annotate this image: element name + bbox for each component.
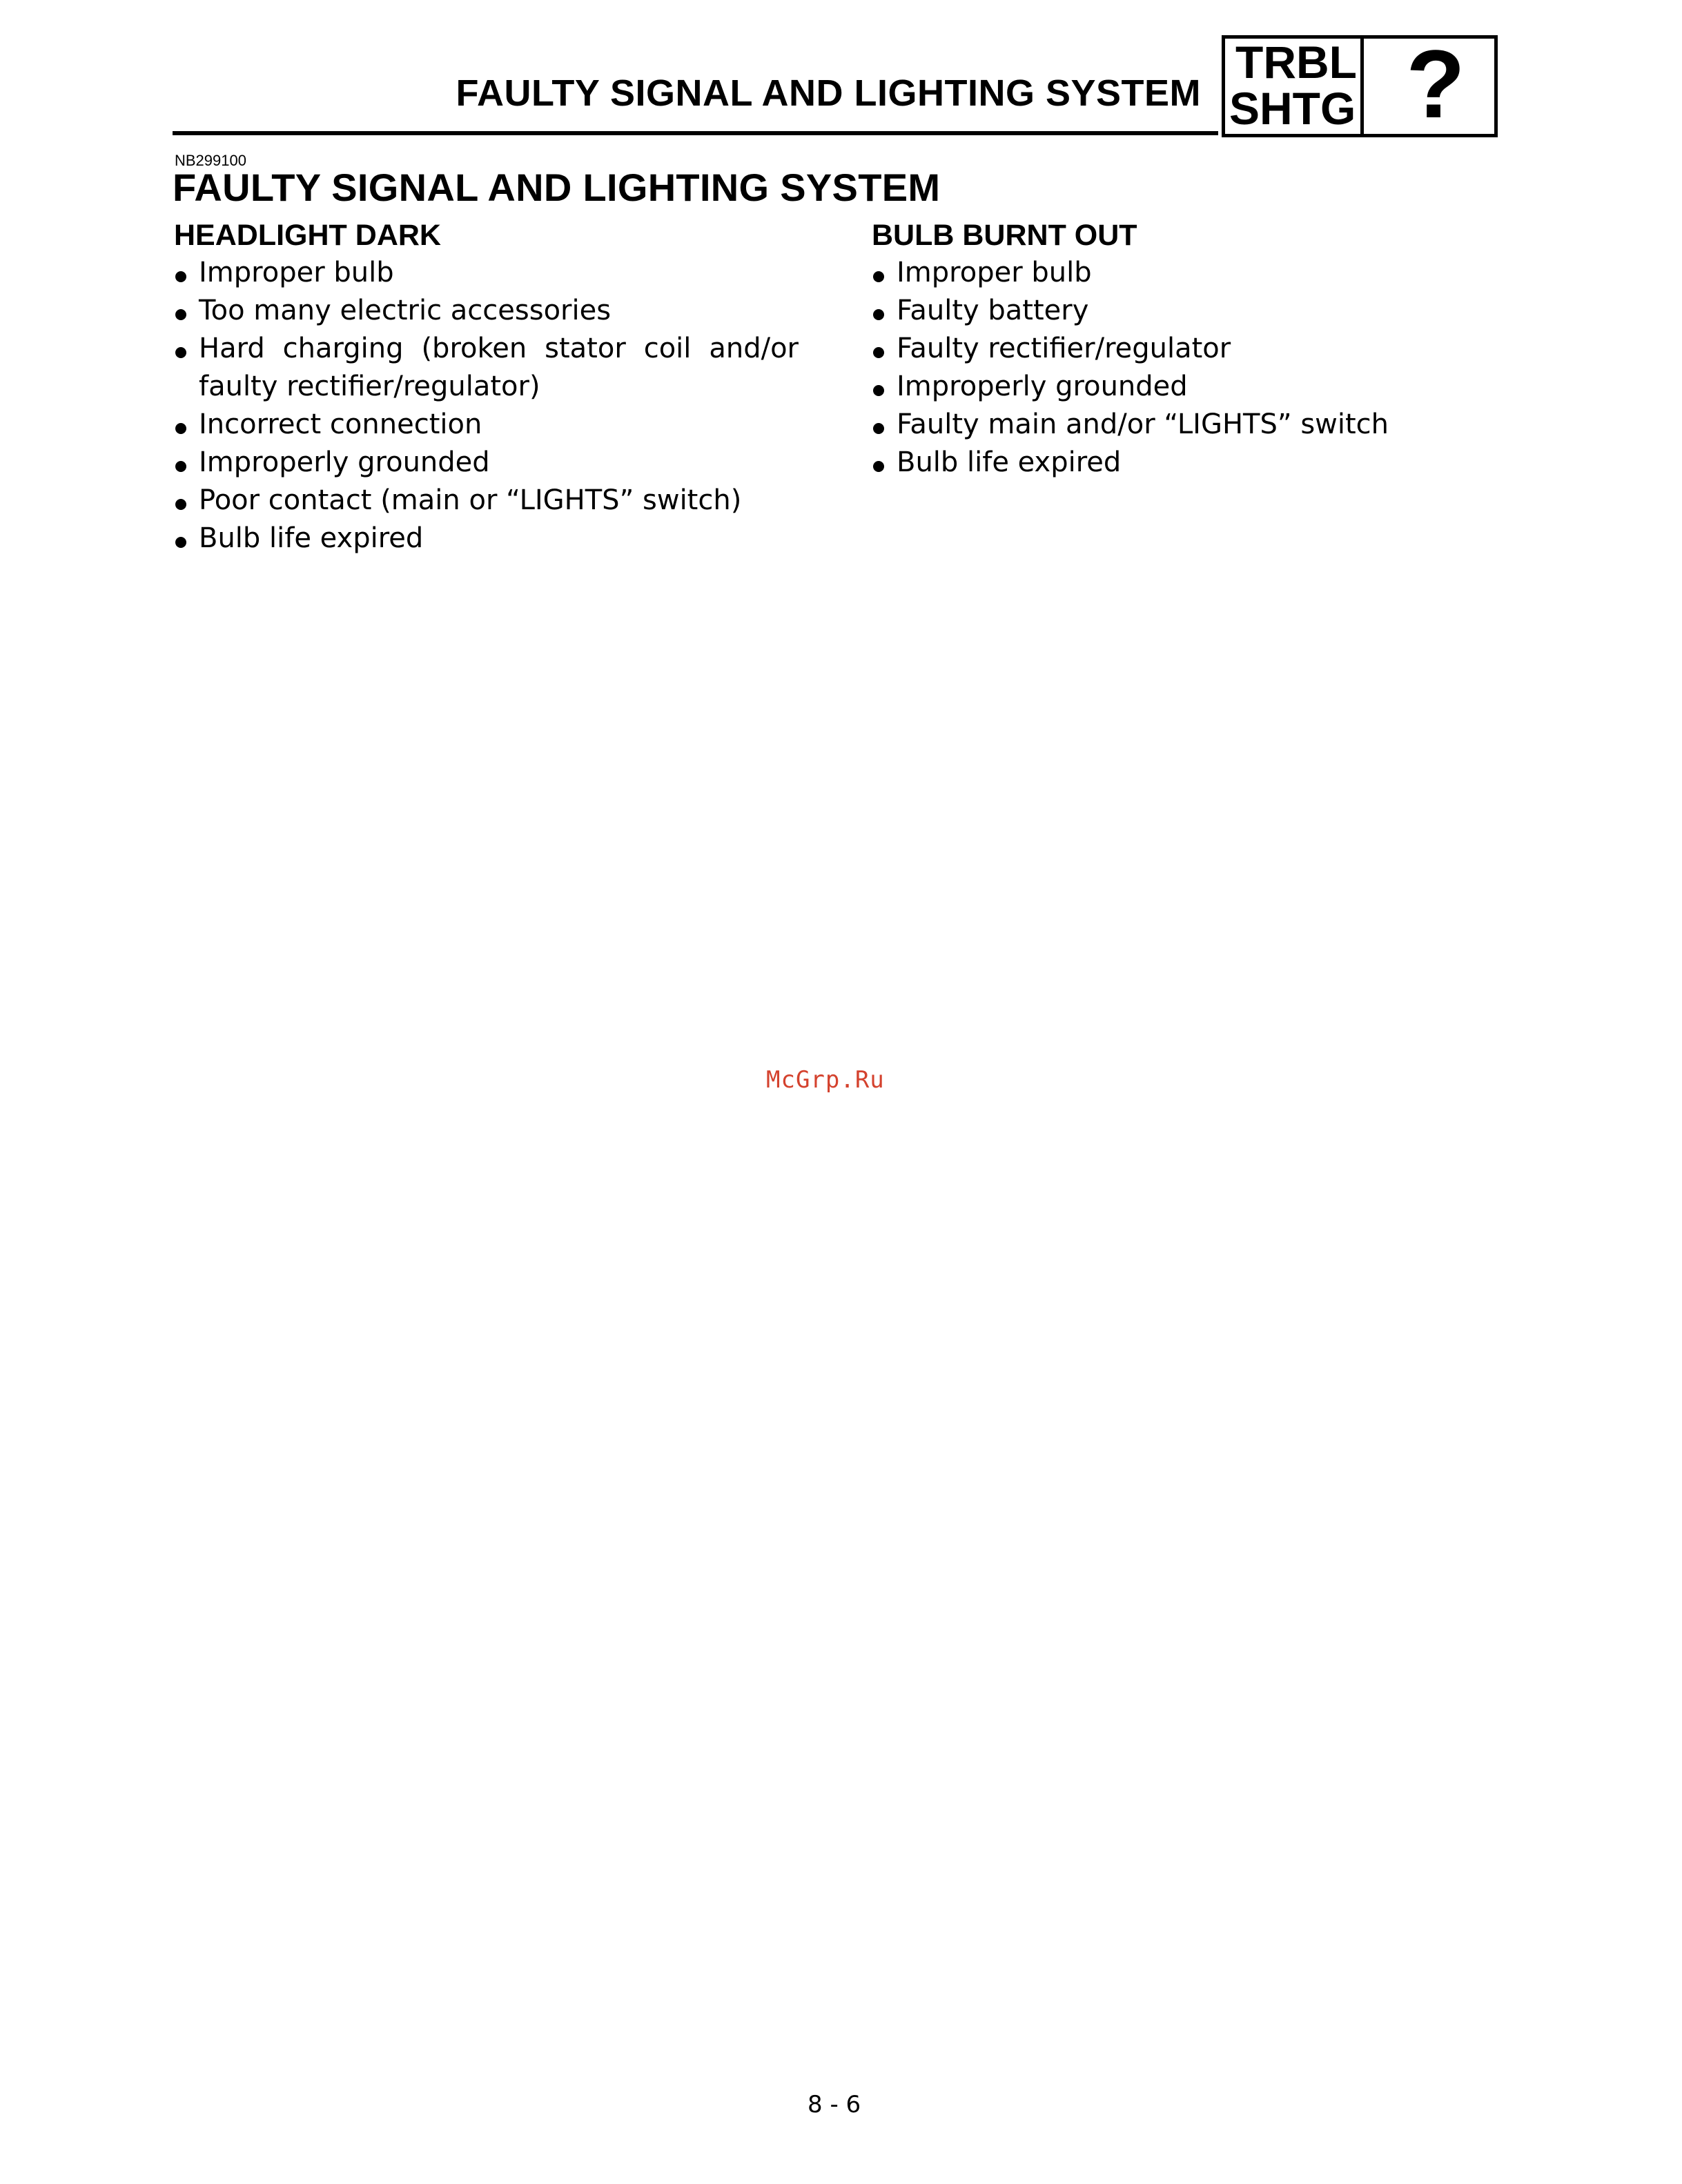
bullet-icon [175, 499, 186, 510]
document-code: NB299100 [175, 152, 246, 169]
list-item-text: Faulty rectifier/regulator [897, 333, 1231, 364]
list-item-text: Bulb life expired [199, 522, 424, 554]
bullet-icon [175, 537, 186, 548]
bullet-icon [175, 461, 186, 472]
list-item [174, 444, 799, 482]
bullet-icon [873, 385, 884, 396]
list-item-text: Too many electric accessories [199, 295, 612, 326]
bulb-burnt-out-causes-list [872, 254, 1562, 482]
bullet-icon [175, 309, 186, 320]
running-header-title: FAULTY SIGNAL AND LIGHTING SYSTEM [456, 72, 1201, 114]
header-rule [173, 131, 1218, 135]
list-item [872, 254, 1562, 292]
bullet-icon [175, 347, 186, 358]
section-title: FAULTY SIGNAL AND LIGHTING SYSTEM [173, 166, 941, 209]
list-item-text: Poor contact (main or “LIGHTS” switch) [199, 484, 742, 516]
list-item [174, 520, 799, 558]
question-mark-icon: ? [1406, 30, 1465, 138]
list-item [872, 368, 1562, 406]
watermark-text: McGrp.Ru [766, 1066, 885, 1094]
list-item [872, 292, 1562, 330]
section-tab-label-line2: SHTG [1229, 83, 1356, 134]
list-item [872, 444, 1562, 482]
list-item [174, 406, 799, 444]
list-item [174, 330, 799, 406]
headlight-dark-causes-list [174, 254, 799, 558]
list-item-text: Faulty battery [897, 295, 1089, 326]
column-heading-headlight-dark: HEADLIGHT DARK [174, 219, 441, 252]
section-tab-divider [1360, 35, 1364, 137]
bullet-icon [873, 271, 884, 282]
page-number: 8 - 6 [808, 2091, 861, 2118]
bullet-icon [873, 423, 884, 434]
list-item-text: Hard charging (broken stator coil and/or faulty rectifier/regulator) [199, 333, 799, 402]
list-item [174, 292, 799, 330]
bullet-icon [873, 347, 884, 358]
bullet-icon [175, 423, 186, 434]
bullet-icon [873, 309, 884, 320]
list-item-text: Improper bulb [199, 257, 394, 288]
bullet-icon [175, 271, 186, 282]
list-item [174, 254, 799, 292]
list-item-text: Incorrect connection [199, 409, 482, 440]
list-item-text: Improperly grounded [199, 446, 490, 478]
list-item [872, 406, 1562, 444]
column-heading-bulb-burnt-out: BULB BURNT OUT [872, 219, 1137, 252]
list-item-text: Improper bulb [897, 257, 1092, 288]
list-item [174, 482, 799, 520]
list-item-text: Faulty main and/or “LIGHTS” switch [897, 409, 1389, 440]
list-item [872, 330, 1562, 368]
list-item-text: Bulb life expired [897, 446, 1122, 478]
list-item-text: Improperly grounded [897, 371, 1188, 402]
section-tab-label-line1: TRBL [1235, 37, 1357, 88]
bullet-icon [873, 461, 884, 472]
